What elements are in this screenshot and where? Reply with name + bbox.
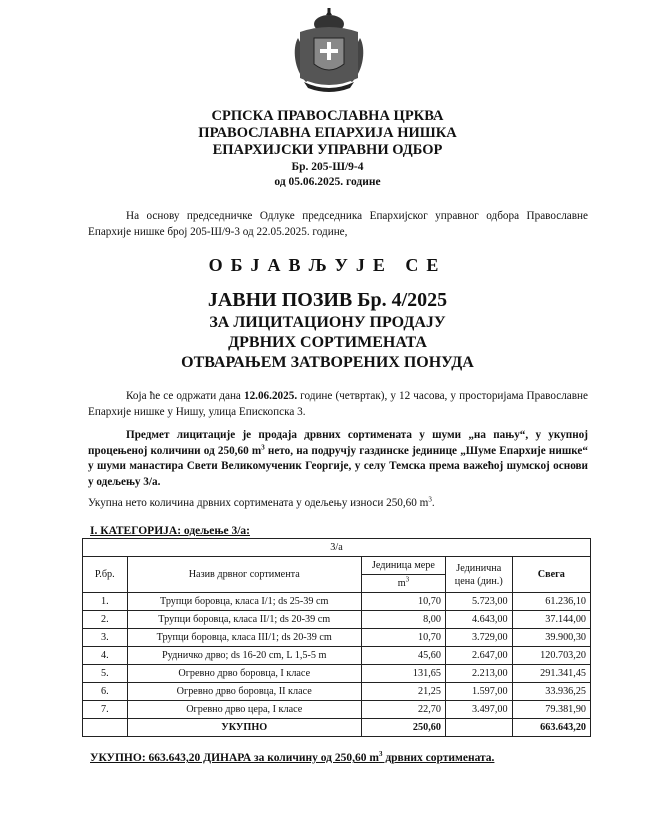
cell-total: 37.144,00	[512, 611, 590, 629]
grand-total-line: УКУПНО: 663.643,20 ДИНАРА за количину од 250,60 $m^3$ дрвних сортимената.	[90, 750, 495, 764]
subject-paragraph: Предмет лицитације је продаја дрвних сортимената у шуми „на пању“, у укупној процењеној количини од 250,60 $m^3$ нето, на подручју газдинске јединице „Шуме Епархије нишке“ у шуми манастира Свети Великомученик Георгије, у селу Темска према важећој шумској основи у одељењу 3/а.	[88, 429, 588, 488]
cell-qty: 8,00	[361, 611, 445, 629]
intro-paragraph: На основу председничке Одлуке председника Епархијског управног одбора Православне Епархије нишке број 205-Ш/9-3 од 22.05.2025. године,	[88, 210, 588, 238]
header-rb: Р.бр.	[83, 557, 128, 593]
cell-rb: 7.	[83, 701, 128, 719]
cell-rb: 3.	[83, 629, 128, 647]
call-title: ЈАВНИ ПОЗИВ Бр. 4/2025	[207, 289, 448, 311]
cell-name: Трупци боровца, класа I/1; ds 25-39 cm	[127, 593, 361, 611]
document-number: Бр. 205-Ш/9-4	[291, 161, 364, 173]
cell-qty: 21,25	[361, 683, 445, 701]
table-header-row	[83, 557, 591, 575]
section-label: 3/а	[83, 539, 591, 557]
cell-total: 39.900,30	[512, 629, 590, 647]
cell-price: 4.643,00	[445, 611, 512, 629]
cell-rb: 1.	[83, 593, 128, 611]
cell-price: 3.497,00	[445, 701, 512, 719]
cell-rb: 6.	[83, 683, 128, 701]
header-unit: Јединица мере	[361, 557, 445, 575]
call-subtitle-2: ДРВНИХ СОРТИМЕНАТА	[228, 334, 427, 351]
table-section-row	[83, 539, 591, 557]
header-board: ЕПАРХИЈСКИ УПРАВНИ ОДБОР	[212, 142, 443, 158]
table-row	[83, 683, 591, 701]
cell-qty: 45,60	[361, 647, 445, 665]
category-heading: I. КАТЕГОРИЈА: одељење 3/а:	[90, 525, 250, 537]
table-row	[83, 665, 591, 683]
call-subtitle-1: ЗА ЛИЦИТАЦИОНУ ПРОДАЈУ	[209, 314, 446, 331]
table-row	[83, 611, 591, 629]
auction-date-paragraph: Која ће се одржати дана 12.06.2025. године (четвртак), у 12 часова, у просторијама Православне Епархије нишке у Нишу, улица Епископска 3.	[88, 390, 588, 418]
header-church: СРПСКА ПРАВОСЛАВНА ЦРКВА	[211, 108, 444, 124]
cell-total: 291.341,45	[512, 665, 590, 683]
cell-price: 5.723,00	[445, 593, 512, 611]
cell-rb: 5.	[83, 665, 128, 683]
document-date: од 05.06.2025. године	[274, 176, 381, 188]
cell-price: 1.597,00	[445, 683, 512, 701]
cell-price: 3.729,00	[445, 629, 512, 647]
sum-quantity: 250,60	[361, 719, 445, 737]
assortment-table	[82, 538, 591, 737]
cell-total: 33.936,25	[512, 683, 590, 701]
cell-name: Огревно дрво боровца, II класе	[127, 683, 361, 701]
table-sum-row	[83, 719, 591, 737]
table-row	[83, 593, 591, 611]
header-eparchy: ПРАВОСЛАВНА ЕПАРХИЈА НИШКА	[198, 125, 457, 141]
header-name: Назив дрвног сортимента	[127, 557, 361, 593]
announce-heading: ОБЈАВЉУЈЕ СЕ	[208, 255, 447, 275]
auction-date: 12.06.2025.	[243, 390, 298, 402]
cell-qty: 10,70	[361, 593, 445, 611]
table-row	[83, 701, 591, 719]
cell-total: 120.703,20	[512, 647, 590, 665]
header-price: Јединична цена (дин.)	[445, 557, 512, 593]
cell-qty: 22,70	[361, 701, 445, 719]
church-crest-logo	[290, 8, 368, 94]
cell-total: 79.381,90	[512, 701, 590, 719]
sum-total: 663.643,20	[512, 719, 590, 737]
call-subtitle-3: ОТВАРАЊЕМ ЗАТВОРЕНИХ ПОНУДА	[181, 354, 474, 371]
header-unit-m3: $m^3$	[361, 575, 445, 593]
sum-label: УКУПНО	[127, 719, 361, 737]
cell-price: 2.213,00	[445, 665, 512, 683]
cell-name: Огревно дрво цера, I класе	[127, 701, 361, 719]
table-row	[83, 647, 591, 665]
cell-qty: 10,70	[361, 629, 445, 647]
cell-rb: 4.	[83, 647, 128, 665]
header-total: Свега	[512, 557, 590, 593]
cell-name: Огревно дрво боровца, I класе	[127, 665, 361, 683]
table-row	[83, 629, 591, 647]
cell-rb: 2.	[83, 611, 128, 629]
cell-total: 61.236,10	[512, 593, 590, 611]
total-quantity-paragraph: Укупна нето количина дрвних сортимената у одељењу износи 250,60 $m^3$.	[88, 495, 435, 509]
cell-price: 2.647,00	[445, 647, 512, 665]
cell-qty: 131,65	[361, 665, 445, 683]
cell-name: Трупци боровца, класа III/1; ds 20-39 cm	[127, 629, 361, 647]
cell-name: Рудничко дрво; ds 16-20 cm, L 1,5-5 m	[127, 647, 361, 665]
cell-name: Трупци боровца, класа II/1; ds 20-39 cm	[127, 611, 361, 629]
